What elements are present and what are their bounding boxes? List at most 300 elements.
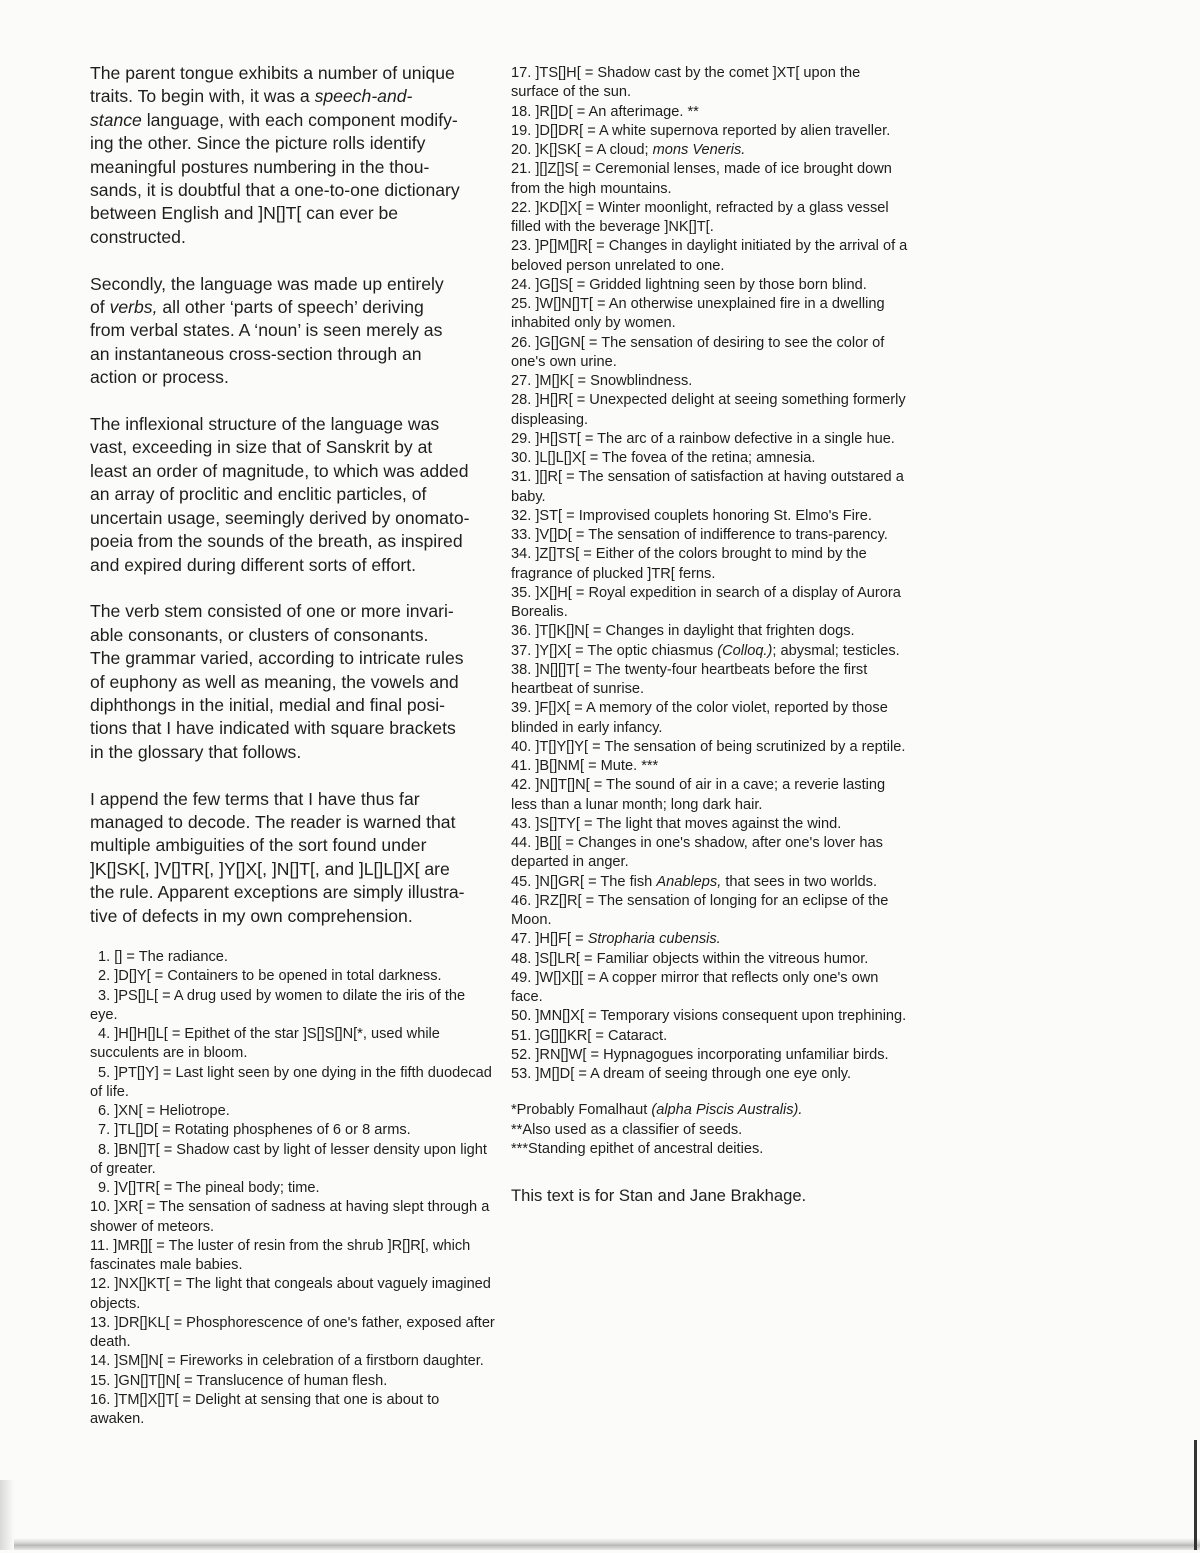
entry-term: ]W[]N[]T[	[535, 296, 593, 312]
text-run: = The radiance.	[122, 949, 228, 965]
entry-number: 40.	[511, 738, 532, 755]
text-run: = Epithet of the star ]S[]S[]N[*, used while succulents are in bloom.	[90, 1026, 440, 1062]
text-run: = The luster of resin from the shrub ]R[]R[, which fascinates male babies.	[90, 1237, 471, 1273]
text-run: = Translucence of human flesh.	[180, 1372, 388, 1389]
entry-term: ]KD[]X[	[535, 199, 582, 216]
text-line	[90, 319, 495, 342]
text-run: = Containers to be opened in total darkness.	[150, 968, 442, 985]
entry-term: ]ST[	[535, 507, 563, 524]
glossary-entry	[511, 776, 909, 815]
text-line	[90, 905, 495, 928]
text-line	[90, 483, 495, 506]
italic-run: speech-and-	[314, 86, 413, 107]
entry-term: ]TL[]D[	[114, 1122, 159, 1139]
entry-term: ]DR[]KL[	[114, 1314, 170, 1331]
text-run: The grammar varied, according to intricate rules	[90, 648, 464, 669]
glossary-part-1	[90, 948, 495, 1429]
entry-term: ]M[]D[	[535, 1066, 575, 1082]
text-run: the rule. Apparent exceptions are simply illustra-	[90, 882, 465, 903]
text-run: = Mute. ***	[584, 758, 659, 774]
text-line	[90, 436, 495, 459]
text-run: = The sensation of longing for an eclipse of the Moon.	[511, 892, 889, 928]
text-run: from verbal states. A ‘noun’ is seen merely as	[90, 320, 443, 341]
entry-number: 14.	[90, 1353, 111, 1370]
entry-number: 10.	[90, 1199, 111, 1216]
text-run: = Changes in one's shadow, after one's lover has departed in anger.	[511, 835, 883, 871]
glossary-entry	[511, 64, 909, 103]
entry-number: 18.	[511, 103, 532, 120]
text-line	[90, 530, 495, 553]
entry-number: 43.	[511, 815, 532, 832]
entry-term: ]T[]K[]N[	[535, 623, 589, 640]
text-run: = Shadow cast by the comet ]XT[ upon the surface of the sun.	[511, 65, 861, 101]
text-run: I append the few terms that I have thus far	[90, 788, 420, 809]
entry-term: ]B[][	[535, 835, 562, 851]
text-run: ***Standing epithet of ancestral deities.	[511, 1140, 764, 1157]
paragraph	[90, 273, 495, 390]
entry-term: ]H[]R[	[535, 392, 573, 409]
text-run: = The pineal body; time.	[159, 1180, 320, 1196]
text-run: = Either of the colors brought to mind by the fragrance of plucked ]TR[ ferns.	[511, 546, 867, 582]
text-run: = Cataract.	[591, 1027, 668, 1044]
entry-term: ]MR[][	[113, 1237, 153, 1254]
footnote	[511, 1140, 909, 1159]
text-run: least an order of magnitude, to which was added	[90, 460, 469, 481]
entry-term: ]B[]NM[	[535, 758, 585, 774]
text-run: = Unexpected delight at seeing something formerly displeasing.	[511, 392, 906, 428]
entry-number: 52.	[511, 1046, 532, 1063]
text-run: =	[571, 931, 588, 948]
text-line	[90, 179, 495, 202]
entry-number: 22.	[511, 199, 532, 216]
text-run: = Shadow cast by light of lesser density upon light of greater.	[90, 1141, 487, 1177]
text-run: = The light that congeals about vaguely imagined objects.	[90, 1276, 491, 1312]
glossary-entry	[511, 526, 909, 545]
text-run: able consonants, or clusters of consonants.	[90, 624, 429, 645]
text-line	[90, 741, 495, 764]
text-run: = The fovea of the retina; amnesia.	[585, 450, 816, 466]
text-line	[90, 62, 495, 85]
text-run: = A cloud;	[580, 142, 653, 158]
entry-number: 42.	[511, 777, 532, 794]
entry-term: ]R[]D[	[535, 103, 573, 120]
text-line	[90, 273, 495, 296]
entry-term: ]S[]LR[	[535, 950, 580, 967]
italic-run: stance	[90, 109, 142, 130]
glossary-entry	[511, 276, 909, 295]
glossary-entry	[90, 1198, 495, 1237]
glossary-entry	[511, 738, 909, 757]
entry-number: 4.	[98, 1026, 111, 1042]
text-run: = Gridded lightning seen by those born blind.	[572, 276, 867, 293]
text-run: ; abysmal; testicles.	[772, 642, 900, 659]
entry-term: ]K[]SK[	[535, 142, 581, 158]
text-line	[90, 554, 495, 577]
entry-number: 17.	[511, 65, 532, 81]
entry-number: 6.	[98, 1103, 111, 1119]
entry-number: 32.	[511, 507, 532, 524]
paragraph	[90, 600, 495, 764]
text-line	[90, 413, 495, 436]
glossary-entry	[511, 584, 909, 623]
entry-number: 23.	[511, 238, 532, 255]
glossary-entry	[90, 948, 495, 967]
entry-term: ]D[]Y[	[114, 968, 151, 985]
entry-number: 35.	[511, 584, 532, 601]
italic-run: (alpha Piscis Australis).	[651, 1102, 803, 1119]
entry-term: ]TS[]H[	[535, 65, 581, 81]
text-run: = The light that moves against the wind.	[579, 815, 842, 832]
entry-number: 28.	[511, 392, 532, 409]
entry-number: 16.	[90, 1391, 111, 1408]
text-run: = The twenty-four heartbeats before the first heartbeat of sunrise.	[511, 661, 868, 697]
text-run: an instantaneous cross-section through an	[90, 343, 422, 364]
text-run: = The sound of air in a cave; a reverie lasting less than a lunar month; long dark hair.	[511, 777, 886, 813]
glossary-entry	[90, 1179, 495, 1198]
glossary-entry	[511, 295, 909, 334]
text-run: = A copper mirror that reflects only one's own face.	[511, 969, 879, 1005]
text-line	[90, 109, 495, 132]
glossary-entry	[90, 1275, 495, 1314]
entry-term: ][]Z[]S[	[535, 161, 579, 178]
entry-term: ]G[]S[	[535, 276, 573, 293]
italic-run: Stropharia cubensis.	[587, 931, 721, 948]
entry-term: ]TM[]X[]T[	[114, 1391, 179, 1408]
entry-term: ]SM[]N[	[114, 1353, 164, 1370]
text-run: = Rotating phosphenes of 6 or 8 arms.	[158, 1122, 411, 1139]
glossary-entry	[511, 430, 909, 449]
glossary-entry	[511, 1027, 909, 1046]
scan-edge-right	[1194, 1440, 1197, 1550]
text-run: = Last light seen by one dying in the fifth duodecad of life.	[90, 1064, 492, 1100]
entry-term: ]NX[]KT[	[114, 1276, 170, 1293]
paragraph	[90, 788, 495, 928]
entry-term: ]G[][]KR[	[535, 1027, 592, 1044]
text-run: = Phosphorescence of one's father, exposed after death.	[90, 1314, 495, 1350]
text-run: = Fireworks in celebration of a firstborn daughter.	[163, 1353, 484, 1370]
text-run: uncertain usage, seemingly derived by onomato-	[90, 507, 470, 528]
text-run: = An afterimage. **	[572, 103, 699, 120]
glossary-entry	[511, 815, 909, 834]
glossary-entry	[90, 1141, 495, 1180]
text-run: that sees in two worlds.	[721, 873, 878, 890]
entry-term: ]RN[]W[	[535, 1046, 587, 1063]
entry-term: ]D[]DR[	[535, 122, 584, 139]
text-run: tions that I have indicated with square brackets	[90, 718, 456, 739]
text-run: tive of defects in my own comprehension.	[90, 905, 413, 926]
text-run: *Probably Fomalhaut	[511, 1102, 652, 1119]
text-line	[90, 858, 495, 881]
entry-number: 8.	[98, 1141, 111, 1158]
glossary-part-2	[511, 64, 909, 1084]
entry-term: ]X[]H[	[535, 584, 572, 601]
text-run: = The optic chiasmus	[571, 642, 718, 659]
text-run: and expired during different sorts of effort.	[90, 554, 417, 575]
entry-term: ]G[]GN[	[535, 334, 585, 351]
text-line	[90, 507, 495, 530]
text-run: = A dream of seeing through one eye only.	[574, 1066, 852, 1082]
glossary-entry	[90, 1102, 495, 1121]
glossary-entry	[511, 834, 909, 873]
entry-term: ]V[]TR[	[114, 1180, 160, 1196]
glossary-entry	[511, 199, 909, 238]
glossary-entry	[511, 892, 909, 931]
entry-number: 29.	[511, 430, 532, 447]
text-run: = Delight at sensing that one is about to awaken.	[90, 1391, 440, 1427]
glossary-entry	[511, 950, 909, 969]
glossary-entry	[511, 545, 909, 584]
text-run: all other ‘parts of speech’ deriving	[157, 297, 424, 318]
entry-number: 39.	[511, 700, 532, 717]
entry-number: 7.	[98, 1122, 111, 1139]
text-run: of	[90, 297, 110, 318]
entry-number: 53.	[511, 1066, 532, 1082]
entry-number: 25.	[511, 296, 532, 312]
text-line	[90, 881, 495, 904]
glossary-entry	[511, 930, 909, 949]
footnote	[511, 1101, 909, 1120]
entry-number: 26.	[511, 334, 532, 351]
text-line	[90, 366, 495, 389]
glossary-entry	[511, 757, 909, 776]
entry-number: 31.	[511, 469, 532, 486]
entry-term: ]Z[]TS[	[535, 546, 580, 563]
entry-number: 45.	[511, 873, 532, 890]
glossary-entry	[90, 1121, 495, 1140]
text-run: managed to decode. The reader is warned that	[90, 811, 456, 832]
footnote	[511, 1121, 909, 1140]
entry-term: ]N[]GR[	[535, 873, 585, 890]
glossary-entry	[511, 622, 909, 641]
text-line	[90, 132, 495, 155]
entry-number: 24.	[511, 276, 532, 293]
entry-number: 37.	[511, 642, 532, 659]
text-run: poeia from the sounds of the breath, as inspired	[90, 531, 463, 552]
entry-term: ]S[]TY[	[535, 815, 580, 832]
glossary-entry	[511, 449, 909, 468]
text-run: = Changes in daylight that frighten dogs.	[588, 623, 855, 640]
text-run: sands, it is doubtful that a one-to-one dictionary	[90, 180, 460, 201]
text-run: ]K[]SK[, ]V[]TR[, ]Y[]X[, ]N[]T[, and ]L[]L[]X[ are	[90, 858, 450, 879]
text-run: diphthongs in the initial, medial and final posi-	[90, 694, 446, 715]
text-run: meaningful postures numbering in the thou-	[90, 156, 430, 177]
text-run: = Changes in daylight initiated by the arrival of a beloved person unrelated to one.	[511, 238, 908, 274]
entry-term: ]L[]L[]X[	[535, 450, 586, 466]
glossary-entry	[90, 1391, 495, 1430]
entry-number: 44.	[511, 835, 532, 851]
text-run: action or process.	[90, 367, 229, 388]
text-run: = A drug used by women to dilate the iris of the eye.	[90, 987, 466, 1023]
text-line	[90, 296, 495, 319]
text-line	[90, 460, 495, 483]
entry-term: ]T[]Y[]Y[	[535, 738, 589, 755]
glossary-entry	[90, 1025, 495, 1064]
entry-number: 33.	[511, 527, 532, 543]
entry-number: 50.	[511, 1008, 532, 1025]
entry-number: 34.	[511, 546, 532, 563]
text-run: The inflexional structure of the language was	[90, 414, 440, 435]
glossary-entry	[511, 1046, 909, 1065]
glossary-entry	[90, 987, 495, 1026]
entry-number: 21.	[511, 161, 532, 178]
glossary-entry	[511, 103, 909, 122]
entry-term: ]N[][]T[	[535, 661, 580, 678]
text-run: = A memory of the color violet, reported by those blinded in early infancy.	[511, 700, 888, 736]
entry-number: 1.	[98, 949, 111, 965]
text-run: = An otherwise unexplained fire in a dwelling inhabited only by women.	[511, 296, 885, 332]
entry-number: 3.	[98, 987, 111, 1004]
glossary-entry	[511, 334, 909, 373]
entry-number: 36.	[511, 623, 532, 640]
entry-number: 9.	[98, 1180, 111, 1196]
paragraph	[90, 62, 495, 249]
text-run: = The arc of a rainbow defective in a single hue.	[580, 430, 895, 447]
italic-run: mons Veneris.	[652, 142, 746, 158]
text-run: **Also used as a classifier of seeds.	[511, 1121, 743, 1138]
glossary-entry	[511, 372, 909, 391]
entry-number: 41.	[511, 758, 532, 774]
glossary-entry	[511, 141, 909, 160]
italic-run: verbs,	[109, 297, 158, 318]
entry-term: ]H[]F[	[535, 931, 572, 948]
glossary-entry	[511, 699, 909, 738]
entry-number: 48.	[511, 950, 532, 967]
text-run: = Improvised couplets honoring St. Elmo's Fire.	[562, 507, 872, 524]
entry-term: ][]R[	[535, 469, 563, 486]
entry-number: 49.	[511, 969, 532, 986]
text-line	[90, 694, 495, 717]
text-line	[90, 717, 495, 740]
entry-term: ]RZ[]R[	[535, 892, 582, 909]
text-run: = Hypnagogues incorporating unfamiliar birds.	[586, 1046, 889, 1063]
entry-term: ]P[]M[]R[	[535, 238, 593, 255]
text-run: = The sensation of being scrutinized by a reptile.	[588, 738, 906, 755]
entry-term: ]M[]K[	[535, 373, 574, 389]
text-run: = The sensation of desiring to see the color of one's own urine.	[511, 334, 885, 370]
text-line	[90, 343, 495, 366]
entry-number: 13.	[90, 1314, 111, 1331]
entry-term: ]W[]X[][	[535, 969, 584, 986]
left-column	[90, 62, 495, 1427]
dedication: This text is for Stan and Jane Brakhage.	[511, 1186, 807, 1205]
glossary-entry	[511, 661, 909, 700]
glossary-entry	[511, 507, 909, 526]
text-line	[90, 85, 495, 108]
paragraph	[90, 413, 495, 577]
glossary-entry	[511, 391, 909, 430]
entry-number: 2.	[98, 968, 111, 985]
text-run: = Snowblindness.	[573, 373, 693, 389]
italic-run: (Colloq.)	[717, 642, 773, 659]
text-run: = A white supernova reported by alien traveller.	[583, 122, 891, 139]
glossary-entry	[511, 1007, 909, 1026]
text-run: = Ceremonial lenses, made of ice brought down from the high mountains.	[511, 161, 892, 197]
glossary-entry	[90, 1372, 495, 1391]
text-line	[90, 834, 495, 857]
entry-term: ]F[]X[	[535, 700, 571, 717]
entry-term: ]GN[]T[]N[	[114, 1372, 181, 1389]
glossary-entry	[90, 967, 495, 986]
text-run: The parent tongue exhibits a number of unique	[90, 63, 455, 83]
text-run: = The sensation of indifference to trans-parency.	[571, 527, 888, 543]
text-line	[90, 202, 495, 225]
entry-number: 19.	[511, 122, 532, 139]
entry-term: []	[114, 949, 123, 965]
entry-term: ]H[]H[]L[	[114, 1026, 168, 1042]
text-run: of euphony as well as meaning, the vowels and	[90, 671, 459, 692]
entry-number: 46.	[511, 892, 532, 909]
entry-number: 30.	[511, 450, 532, 466]
text-run: = Winter moonlight, refracted by a glass vessel filled with the beverage ]NK[]T[.	[511, 199, 889, 235]
text-line	[90, 624, 495, 647]
entry-number: 51.	[511, 1027, 532, 1044]
glossary-entry	[90, 1237, 495, 1276]
right-column	[511, 64, 909, 1207]
entry-term: ]H[]ST[	[535, 430, 581, 447]
text-run: in the glossary that follows.	[90, 741, 302, 762]
text-run: = Royal expedition in search of a display of Aurora Borealis.	[511, 584, 901, 620]
scan-edge-left	[0, 1480, 14, 1550]
entry-number: 15.	[90, 1372, 111, 1389]
entry-term: ]MN[]X[	[535, 1008, 585, 1025]
italic-run: Anableps,	[656, 873, 722, 890]
entry-term: ]PS[]L[	[114, 987, 159, 1004]
footnotes	[511, 1101, 909, 1159]
glossary-entry	[90, 1064, 495, 1103]
text-line	[90, 156, 495, 179]
text-line	[90, 671, 495, 694]
text-run: Secondly, the language was made up entirely	[90, 273, 444, 294]
text-run: traits. To begin with, it was a	[90, 86, 315, 107]
scan-edge-bottom	[0, 1538, 1200, 1550]
glossary-entry	[511, 969, 909, 1008]
text-run: = Heliotrope.	[142, 1103, 230, 1119]
glossary-entry	[90, 1314, 495, 1353]
entry-term: ]PT[]Y]	[114, 1064, 159, 1081]
text-run: an array of proclitic and enclitic particles, of	[90, 484, 427, 505]
text-run: = The sensation of satisfaction at having outstared a baby.	[511, 469, 904, 505]
text-run: The verb stem consisted of one or more invari-	[90, 601, 454, 622]
text-run: = The fish	[584, 873, 657, 890]
entry-number: 47.	[511, 931, 532, 948]
glossary-entry	[511, 1065, 909, 1084]
text-line	[90, 600, 495, 623]
entry-number: 38.	[511, 661, 532, 678]
glossary-entry	[90, 1352, 495, 1371]
entry-number: 12.	[90, 1276, 111, 1293]
entry-term: ]Y[]X[	[535, 642, 572, 659]
text-run: between English and ]N[]T[ can ever be	[90, 203, 399, 224]
text-run: ing the other. Since the picture rolls identify	[90, 133, 426, 154]
entry-number: 27.	[511, 373, 532, 389]
glossary-entry	[511, 642, 909, 661]
text-run: language, with each component modify-	[141, 109, 458, 130]
entry-term: ]V[]D[	[535, 527, 572, 543]
text-line	[90, 647, 495, 670]
entry-term: ]N[]T[]N[	[535, 777, 590, 794]
glossary-entry	[511, 160, 909, 199]
entry-number: 11.	[90, 1237, 110, 1254]
text-line	[90, 788, 495, 811]
entry-number: 5.	[98, 1064, 111, 1081]
glossary-entry	[511, 122, 909, 141]
entry-number: 20.	[511, 142, 532, 158]
glossary-entry	[511, 237, 909, 276]
text-run: multiple ambiguities of the sort found under	[90, 835, 427, 856]
glossary-entry	[511, 873, 909, 892]
text-run: constructed.	[90, 226, 186, 247]
entry-term: ]XN[	[114, 1103, 143, 1119]
